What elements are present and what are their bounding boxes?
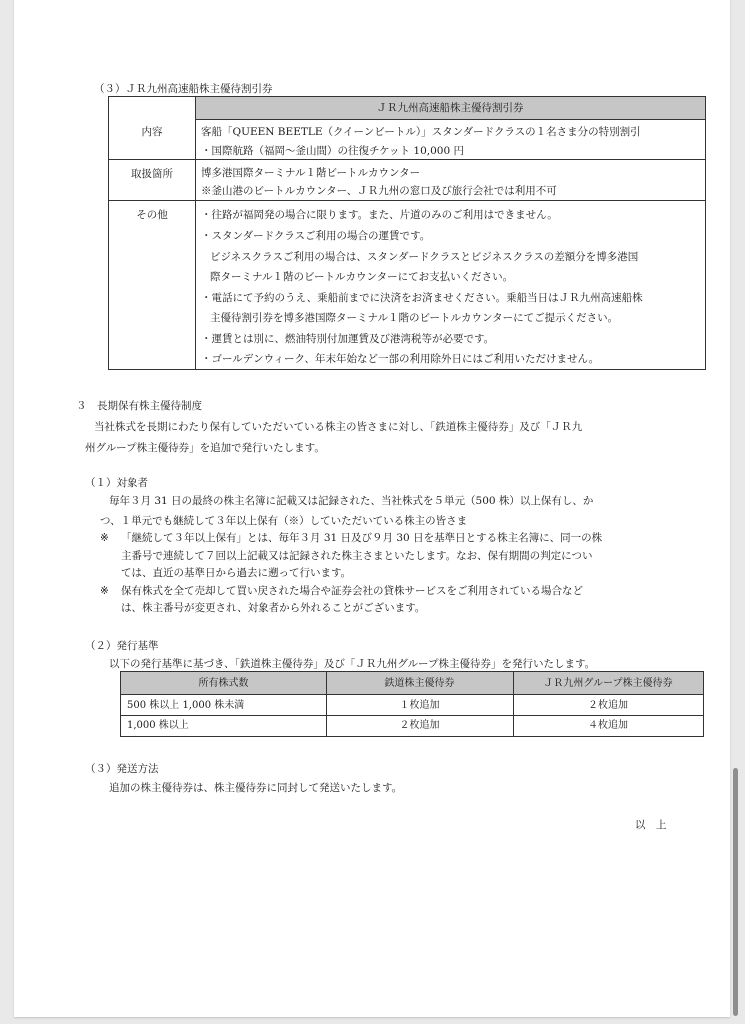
other-line: ・電話にて予約のうえ、乗船前までに決済をお済ませください。乗船当日はＪＲ九州高速船株 [201,292,643,304]
subheading-eligibility: （１）対象者 [85,477,148,489]
row-label-location: 取扱箇所 [131,168,173,180]
content-line: 客船「QUEEN BEETLE（クイーンビートル）」スタンダードクラスの１名さま分の特別割引 [201,126,641,138]
content-line: ・国際航路（福岡～釜山間）の往復チケット 10,000 円 [201,145,464,157]
ferry-discount-table [108,96,706,370]
shipping-text: 追加の株主優待券は、株主優待券に同封して発送いたします。 [109,782,403,794]
other-line: 主優待割引券を博多港国際ターミナル１階のビートルカウンターにてご提示ください。 [210,312,619,324]
table-cell: 1,000 株以上 [127,720,189,731]
note-line: 主番号で連続して７回以上記載又は記録された株主さまといたします。なお、保有期間の判定につい [121,550,593,562]
closing-mark: 以 上 [635,819,667,831]
vertical-scrollbar[interactable] [733,768,738,1016]
table-header-cell: 所有株式数 [198,678,249,689]
table-header-title: ＪＲ九州高速船株主優待割引券 [376,102,524,114]
table-cell: ２枚追加 [588,700,628,711]
other-line: ・ゴールデンウィーク、年末年始など一部の利用除外日にはご利用いただけません。 [201,353,600,365]
location-line: ※釜山港のビートルカウンター、ＪＲ九州の窓口及び旅行会社では利用不可 [201,185,557,197]
issuance-criteria-table [120,671,704,737]
note-line: 保有株式を全て売却して買い戻された場合や証券会社の貸株サービスをご利用されている場合など [121,585,583,597]
note-mark: ※ [100,585,109,597]
criteria-intro: 以下の発行基準に基づき、「鉄道株主優待券」及び「ＪＲ九州グループ株主優待券」を発行いたします。 [109,658,596,670]
other-line: ・往路が福岡発の場合に限ります。また、片道のみのご利用はできません。 [201,209,558,221]
note-mark: ※ [100,532,109,544]
table-header-cell: ＪＲ九州グループ株主優待券 [543,678,673,689]
section-heading-long-term: ３ 長期保有株主優待制度 [76,400,202,412]
row-label-other: その他 [136,209,168,221]
table-cell: ４枚追加 [588,720,628,731]
other-line: ビジネスクラスご利用の場合は、スタンダードクラスとビジネスクラスの差額分を博多港国 [210,251,639,263]
eligibility-line: 毎年３月 31 日の最終の株主名簿に記載又は記録された、当社株式を５単元（500 株）以上保有し、か [109,495,594,507]
document-page [14,0,730,1018]
row-label-content: 内容 [141,126,163,138]
table-cell: １枚追加 [399,700,440,711]
eligibility-line: つ、１単元でも継続して３年以上保有（※）していただいている株主の皆さま [100,515,468,527]
other-line: ・スタンダードクラスご利用の場合の運賃です。 [201,230,431,242]
table-cell: ２枚追加 [399,720,440,731]
table-cell: 500 株以上 1,000 株未満 [127,700,245,711]
note-line: ては、直近の基準日から過去に遡って行います。 [121,567,352,579]
section-heading-jr-kyushu-ferry: （３）ＪＲ九州高速船株主優待割引券 [94,83,273,95]
other-line: ・運賃とは別に、燃油特別付加運賃及び港湾税等が必要です。 [201,333,495,345]
subheading-shipping: （３）発送方法 [85,763,159,775]
subheading-criteria: （２）発行基準 [85,640,159,652]
note-line: 「継続して３年以上保有」とは、毎年３月 31 日及び９月 30 日を基準日とする株主名簿に、同一の株 [121,532,603,544]
table-header-cell: 鉄道株主優待券 [384,678,455,689]
intro-line: 当社株式を長期にわたり保有していただいている株主の皆さまに対し、「鉄道株主優待券」及び「ＪＲ九 [94,421,583,433]
other-line: 際ターミナル１階のビートルカウンターにてお支払いください。 [210,271,514,283]
intro-line: 州グループ株主優待券」を追加で発行いたします。 [85,442,325,454]
note-line: は、株主番号が変更され、対象者から外れることがございます。 [121,602,426,614]
location-line: 博多港国際ターミナル１階ビートルカウンター [201,167,421,179]
